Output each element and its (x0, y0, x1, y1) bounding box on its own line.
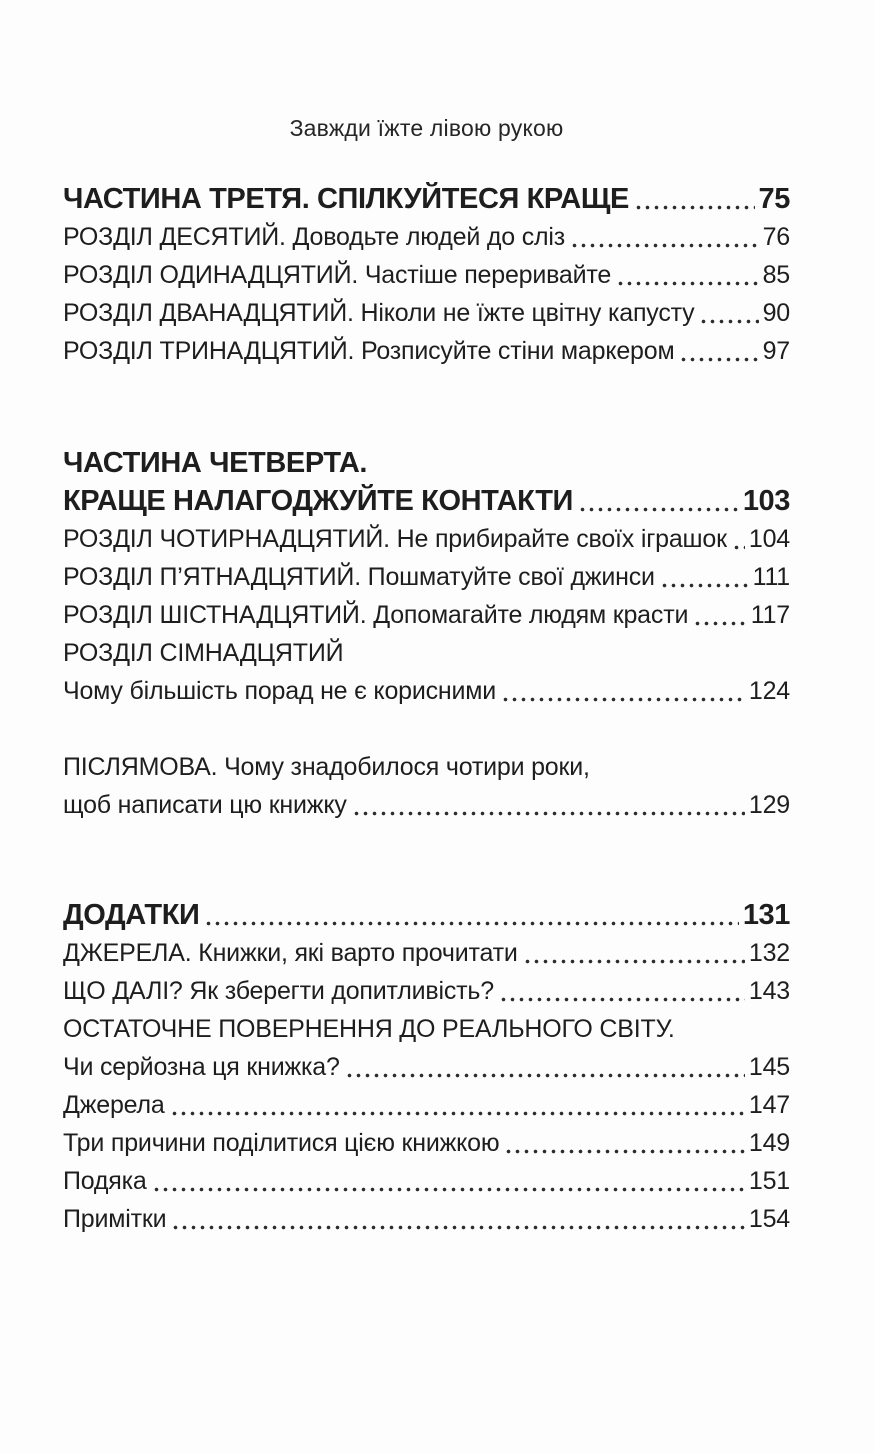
toc-entry-label: Чому більшість порад не є корисними (63, 677, 497, 705)
toc-entry (63, 256, 790, 294)
toc-entry-label: РОЗДІЛ ШІСТНАДЦЯТИЙ. Допомагайте людям красти (63, 601, 689, 629)
toc-entry (63, 934, 790, 972)
toc-entry-label: РОЗДІЛ ЧОТИРНАДЦЯТИЙ. Не прибирайте своїх іграшок (63, 525, 727, 553)
toc-entry (63, 634, 790, 672)
dot-leader (506, 1149, 744, 1154)
toc-entry (63, 482, 790, 520)
toc-section-afterword (63, 748, 790, 824)
toc-entry-page: 111 (752, 563, 790, 591)
toc-entry (63, 596, 790, 634)
dot-leader (572, 243, 759, 248)
toc-entry-page: 154 (748, 1205, 790, 1233)
toc-entry-label: Подяка (63, 1167, 147, 1195)
toc-entry-page: 132 (748, 939, 790, 967)
toc-entry-label: РОЗДІЛ ОДИНАДЦЯТИЙ. Частіше переривайте (63, 261, 612, 289)
toc-entry (63, 672, 790, 710)
toc-entry-label: ЧАСТИНА ТРЕТЯ. СПІЛКУЙТЕСЯ КРАЩЕ (63, 183, 629, 215)
dot-leader (580, 507, 739, 512)
toc-entry-label: Примітки (63, 1205, 167, 1233)
toc-entry (63, 218, 790, 256)
toc-entry-label: Джерела (63, 1091, 165, 1119)
toc-entry (63, 1086, 790, 1124)
toc-entry (63, 558, 790, 596)
dot-leader (636, 205, 755, 210)
dot-leader (501, 997, 745, 1002)
table-of-contents (63, 180, 790, 1238)
toc-entry-label: ОСТАТОЧНЕ ПОВЕРНЕННЯ ДО РЕАЛЬНОГО СВІТУ. (63, 1015, 675, 1043)
toc-entry-page: 124 (748, 677, 790, 705)
toc-entry (63, 180, 790, 218)
toc-entry-label: ДОДАТКИ (63, 899, 200, 931)
toc-entry (63, 748, 790, 786)
toc-entry-page: 149 (748, 1129, 790, 1157)
dot-leader (701, 319, 758, 324)
toc-entry (63, 1200, 790, 1238)
toc-entry-label: РОЗДІЛ П’ЯТНАДЦЯТИЙ. Пошматуйте свої джинси (63, 563, 655, 591)
toc-entry-page: 76 (762, 223, 790, 251)
toc-entry-page: 103 (742, 485, 790, 517)
dot-leader (354, 811, 745, 816)
toc-entry-label: РОЗДІЛ ТРИНАДЦЯТИЙ. Розписуйте стіни маркером (63, 337, 675, 365)
toc-entry-label: РОЗДІЛ ДВАНАДЦЯТИЙ. Ніколи не їжте цвітну капусту (63, 299, 695, 327)
toc-entry (63, 332, 790, 370)
dot-leader (154, 1187, 745, 1192)
toc-entry (63, 294, 790, 332)
toc-entry-label: РОЗДІЛ ДЕСЯТИЙ. Доводьте людей до сліз (63, 223, 565, 251)
toc-entry-label: ЩО ДАЛІ? Як зберегти допитливість? (63, 977, 494, 1005)
toc-entry-label: ДЖЕРЕЛА. Книжки, які варто прочитати (63, 939, 518, 967)
toc-entry-page: 85 (762, 261, 790, 289)
dot-leader (681, 357, 758, 362)
toc-entry (63, 1048, 790, 1086)
toc-entry-page: 90 (762, 299, 790, 327)
dot-leader (206, 921, 738, 926)
toc-entry-label: ПІСЛЯМОВА. Чому знадобилося чотири роки, (63, 753, 590, 781)
toc-entry-page: 104 (748, 525, 790, 553)
toc-entry-label: КРАЩЕ НАЛАГОДЖУЙТЕ КОНТАКТИ (63, 485, 573, 517)
dot-leader (503, 697, 745, 702)
dot-leader (347, 1073, 745, 1078)
toc-entry (63, 520, 790, 558)
toc-entry (63, 786, 790, 824)
toc-entry (63, 896, 790, 934)
toc-entry-page: 151 (748, 1167, 790, 1195)
toc-entry-label: Чи серйозна ця книжка? (63, 1053, 340, 1081)
toc-entry-label: Три причини поділитися цією книжкою (63, 1129, 500, 1157)
toc-entry-page: 143 (748, 977, 790, 1005)
toc-entry-label: щоб написати цю книжку (63, 791, 347, 819)
toc-entry (63, 444, 790, 482)
toc-entry-page: 129 (748, 791, 790, 819)
toc-entry (63, 1162, 790, 1200)
dot-leader (662, 583, 749, 588)
dot-leader (173, 1225, 745, 1230)
toc-entry-page: 97 (762, 337, 790, 365)
toc-entry-page: 75 (758, 183, 790, 215)
dot-leader (618, 281, 759, 286)
toc-entry-page: 145 (748, 1053, 790, 1081)
dot-leader (734, 545, 745, 550)
toc-section-part-four (63, 444, 790, 710)
toc-entry-page: 117 (750, 601, 790, 629)
toc-entry (63, 1124, 790, 1162)
toc-entry-label: ЧАСТИНА ЧЕТВЕРТА. (63, 447, 368, 479)
toc-section-part-three (63, 180, 790, 370)
toc-entry (63, 1010, 790, 1048)
dot-leader (172, 1111, 745, 1116)
dot-leader (695, 621, 747, 626)
toc-section-appendices (63, 896, 790, 1238)
toc-entry-page: 147 (748, 1091, 790, 1119)
running-header: Завжди їжте лівою рукою (289, 115, 564, 141)
dot-leader (525, 959, 745, 964)
toc-entry-page: 131 (742, 899, 790, 931)
toc-entry (63, 972, 790, 1010)
toc-entry-label: РОЗДІЛ СІМНАДЦЯТИЙ (63, 639, 344, 667)
